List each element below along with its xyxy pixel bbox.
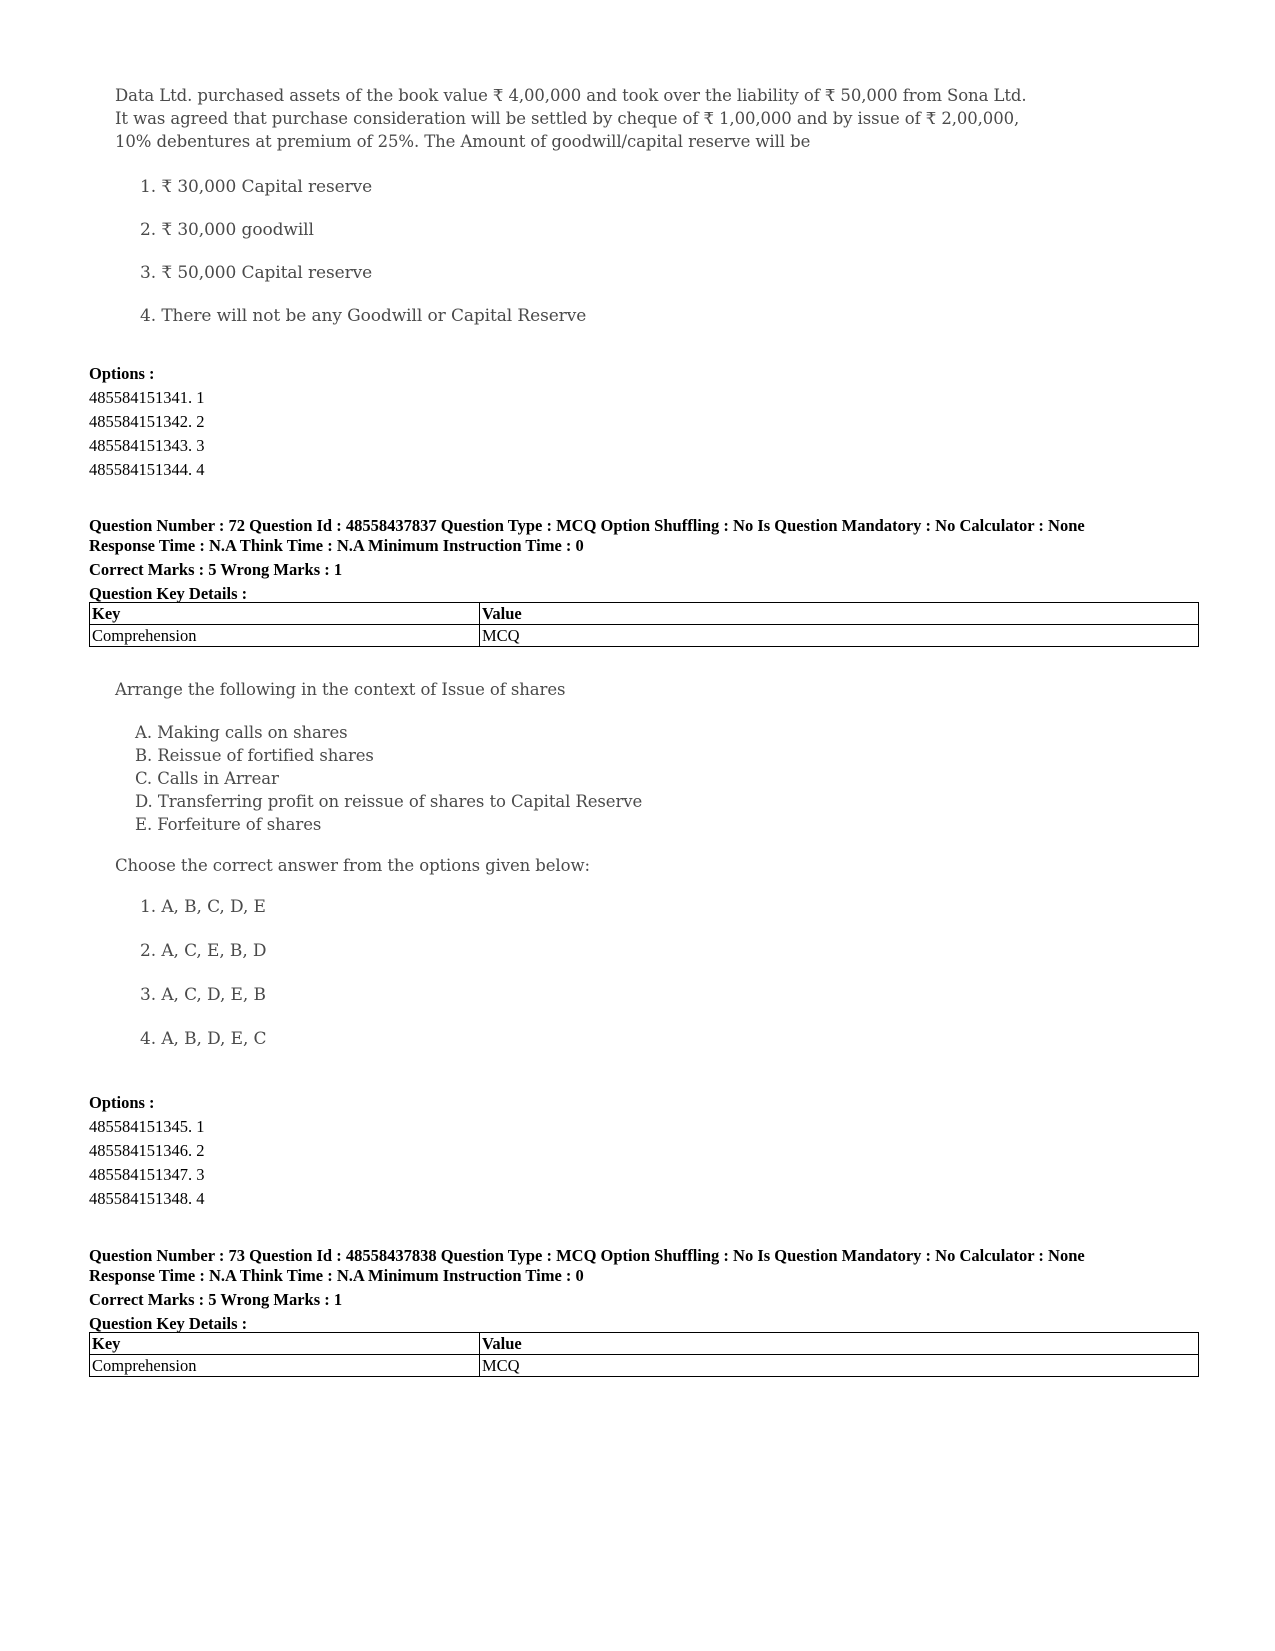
option-id: 485584151343. 3 [89,436,205,455]
answer-choice: 4. There will not be any Goodwill or Capital Reserve [140,306,587,326]
answer-choice: 2. ₹ 30,000 goodwill [140,220,314,240]
marks-line: Correct Marks : 5 Wrong Marks : 1 [89,560,343,579]
question-info-line: Question Number : 72 Question Id : 48558437837 Question Type : MCQ Option Shuffling : No Is Question Mandatory : No Calculator : None [89,516,1085,535]
option-id: 485584151342. 2 [89,412,205,431]
timing-info-line: Response Time : N.A Think Time : N.A Minimum Instruction Time : 0 [89,536,584,555]
answer-choice: 3. ₹ 50,000 Capital reserve [140,263,373,283]
timing-info-line: Response Time : N.A Think Time : N.A Minimum Instruction Time : 0 [89,1266,584,1285]
answer-choice: 3. A, C, D, E, B [140,985,266,1005]
options-heading: Options : [89,364,155,383]
marks-line: Correct Marks : 5 Wrong Marks : 1 [89,1290,343,1309]
table-row [90,1355,1199,1377]
table-header-row [90,603,1199,625]
question-key-table [89,602,1199,647]
answer-choice: 1. A, B, C, D, E [140,897,266,917]
sequence-item: B. Reissue of fortified shares [135,746,374,765]
option-id: 485584151347. 3 [89,1165,205,1184]
question-stem-line: Data Ltd. purchased assets of the book value ₹ 4,00,000 and took over the liability of ₹ 50,000 from Sona Ltd. [115,86,1027,105]
table-cell-value: MCQ [480,1355,1199,1377]
table-cell-key: Comprehension [90,625,480,647]
option-id: 485584151345. 1 [89,1117,205,1136]
table-header-value: Value [480,603,1199,625]
table-header-value: Value [480,1333,1199,1355]
question-71-image [115,84,1027,344]
answer-choice: 1. ₹ 30,000 Capital reserve [140,177,373,197]
table-header-key: Key [90,1333,480,1355]
table-row [90,625,1199,647]
question-72-image [115,678,815,1058]
question-stem-line: It was agreed that purchase consideration will be settled by cheque of ₹ 1,00,000 and by issue of ₹ 2,00,000, [115,109,1020,128]
answer-choice: 4. A, B, D, E, C [140,1029,267,1049]
option-id: 485584151344. 4 [89,460,205,479]
question-72-meta [89,516,1085,604]
answer-choice: 2. A, C, E, B, D [140,941,267,961]
question-stem: Arrange the following in the context of Issue of shares [115,680,566,699]
options-list [89,364,205,480]
table-cell-key: Comprehension [90,1355,480,1377]
option-id: 485584151348. 4 [89,1189,205,1208]
key-details-heading: Question Key Details : [89,1314,248,1333]
question-stem-line: 10% debentures at premium of 25%. The Amount of goodwill/capital reserve will be [115,132,811,151]
sequence-item: A. Making calls on shares [135,723,348,742]
table-cell-value: MCQ [480,625,1199,647]
question-key-table [89,1332,1199,1377]
option-id: 485584151346. 2 [89,1141,205,1160]
choose-instruction: Choose the correct answer from the options given below: [115,856,590,875]
table-header-key: Key [90,603,480,625]
options-list [89,1093,205,1209]
key-details-heading: Question Key Details : [89,584,248,603]
question-info-line: Question Number : 73 Question Id : 48558437838 Question Type : MCQ Option Shuffling : No Is Question Mandatory : No Calculator : None [89,1246,1085,1265]
sequence-item: E. Forfeiture of shares [135,815,322,834]
table-header-row [90,1333,1199,1355]
option-id: 485584151341. 1 [89,388,205,407]
question-73-meta [89,1246,1085,1334]
sequence-item: D. Transferring profit on reissue of shares to Capital Reserve [135,792,643,811]
options-heading: Options : [89,1093,155,1112]
sequence-item: C. Calls in Arrear [135,769,279,788]
